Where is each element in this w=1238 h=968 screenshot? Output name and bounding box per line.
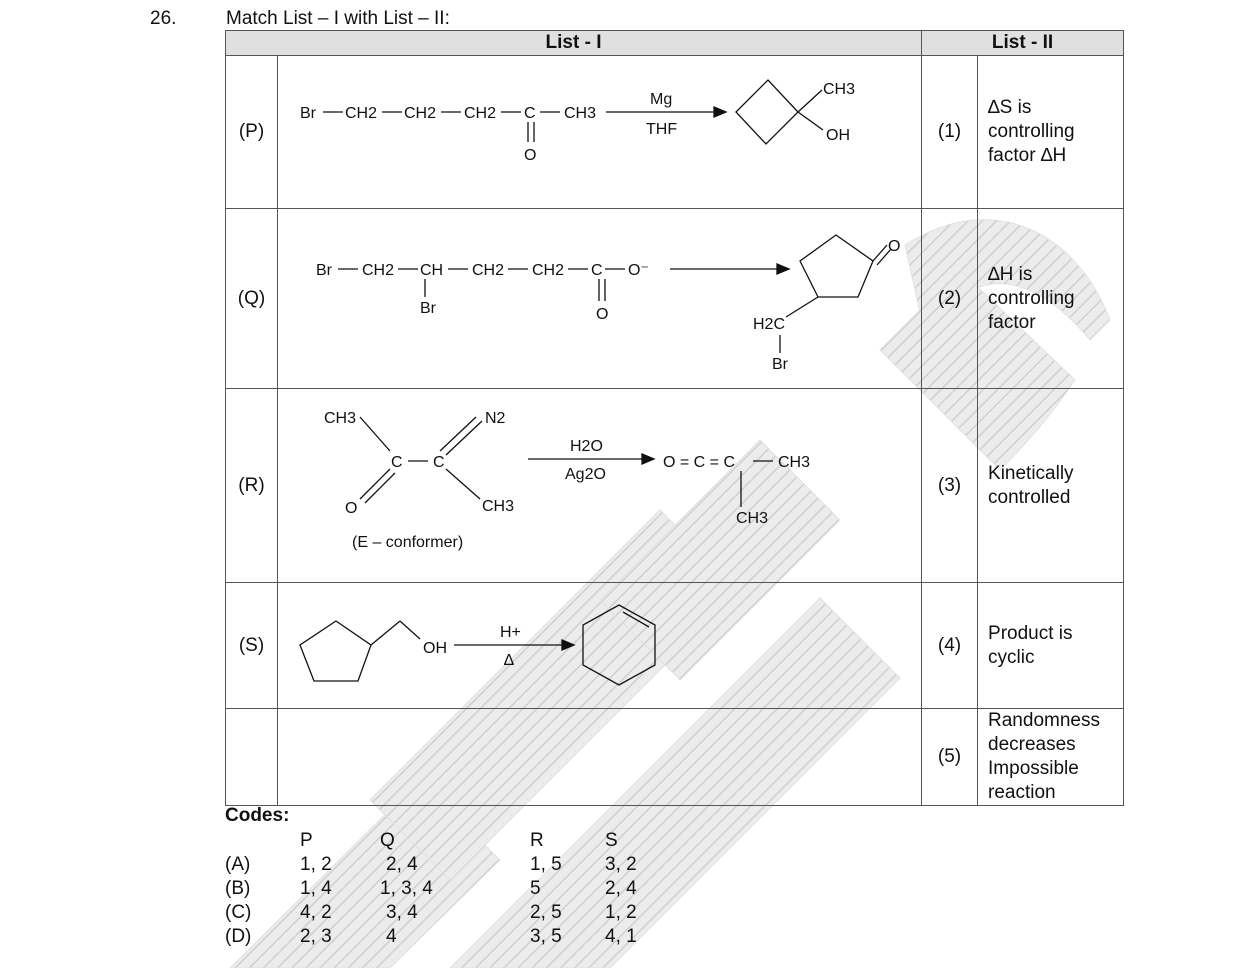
svg-text:C: C <box>591 262 603 279</box>
svg-text:O: O <box>596 306 609 323</box>
row-label-p: (P) <box>226 56 278 209</box>
codes-header-q: Q <box>380 830 395 851</box>
reaction-s <box>278 583 922 709</box>
svg-text:Br: Br <box>300 105 316 122</box>
svg-text:CH2: CH2 <box>362 262 395 279</box>
svg-text:O = C = C: O = C = C <box>663 454 736 471</box>
codes-header-row <box>225 829 665 853</box>
reaction-empty <box>278 709 922 806</box>
svg-text:N2: N2 <box>485 410 506 427</box>
svg-text:Br: Br <box>772 356 788 373</box>
code-option-c: (C) 4, 2 3, 4 2, 5 1, 2 <box>225 902 637 923</box>
option-2-label: (2) <box>922 209 978 389</box>
code-option-b: (B) 1, 4 1, 3, 4 5 2, 4 <box>225 878 637 899</box>
svg-text:H2O: H2O <box>570 438 603 455</box>
row-label-s: (S) <box>226 583 278 709</box>
code-option-a: (A) 1, 2 2, 4 1, 5 3, 2 <box>225 854 637 875</box>
svg-text:(E – conformer): (E – conformer) <box>352 534 464 551</box>
row-label-q: (Q) <box>226 209 278 389</box>
codes-header-p: P <box>300 830 313 851</box>
option-1-label: (1) <box>922 56 978 209</box>
question-number: 26. <box>150 8 177 29</box>
svg-text:CH3: CH3 <box>736 510 769 527</box>
svg-text:CH2: CH2 <box>404 105 437 122</box>
list-2-header: List - II <box>922 31 1124 56</box>
reaction-r-structure <box>278 389 922 583</box>
svg-text:CH: CH <box>420 262 444 279</box>
reaction-q-structure <box>278 209 922 389</box>
svg-text:O⁻: O⁻ <box>628 262 649 279</box>
reaction-s-structure <box>278 583 922 709</box>
svg-text:H+: H+ <box>500 624 521 641</box>
reaction-p <box>278 56 922 209</box>
svg-text:O: O <box>345 500 358 517</box>
svg-text:CH3: CH3 <box>482 498 515 515</box>
option-2-description: ∆H is controlling factor <box>978 209 1124 389</box>
row-label-empty <box>226 709 278 806</box>
codes-header-r: R <box>530 830 544 851</box>
svg-text:CH3: CH3 <box>324 410 357 427</box>
svg-text:CH3: CH3 <box>823 81 856 98</box>
row-label-r: (R) <box>226 389 278 583</box>
code-option-d: (D) 2, 3 4 3, 5 4, 1 <box>225 926 637 947</box>
svg-text:∆: ∆ <box>504 652 514 669</box>
svg-text:OH: OH <box>826 127 850 144</box>
question-text: Match List – I with List – II: <box>226 8 450 29</box>
codes-table <box>225 829 665 949</box>
svg-text:CH2: CH2 <box>345 105 378 122</box>
svg-text:C: C <box>391 454 403 471</box>
svg-text:C: C <box>524 105 536 122</box>
svg-text:OH: OH <box>423 640 447 657</box>
svg-text:O: O <box>524 147 537 164</box>
svg-text:Br: Br <box>316 262 332 279</box>
option-4-description: Product is cyclic <box>978 583 1124 709</box>
svg-text:CH2: CH2 <box>532 262 565 279</box>
svg-text:O: O <box>888 238 901 255</box>
option-3-label: (3) <box>922 389 978 583</box>
reaction-r <box>278 389 922 583</box>
svg-text:Br: Br <box>420 300 436 317</box>
match-table <box>225 30 1124 806</box>
list-1-header: List - I <box>226 31 922 56</box>
svg-text:CH2: CH2 <box>464 105 497 122</box>
reaction-p-structure <box>278 56 922 209</box>
option-5-description: Randomness decreases Impossible reaction <box>978 709 1124 806</box>
svg-text:C: C <box>433 454 445 471</box>
svg-text:CH3: CH3 <box>564 105 597 122</box>
svg-text:H2C: H2C <box>753 316 786 333</box>
codes-section <box>225 805 665 949</box>
option-5-label: (5) <box>922 709 978 806</box>
reaction-q <box>278 209 922 389</box>
svg-text:THF: THF <box>646 121 678 138</box>
codes-header-s: S <box>605 830 618 851</box>
codes-title: Codes: <box>225 805 290 826</box>
svg-text:CH3: CH3 <box>778 454 811 471</box>
svg-text:CH2: CH2 <box>472 262 505 279</box>
svg-text:Ag2O: Ag2O <box>565 466 606 483</box>
option-4-label: (4) <box>922 583 978 709</box>
option-1-description: ∆S is controlling factor ∆H <box>978 56 1124 209</box>
svg-text:Mg: Mg <box>650 91 673 108</box>
option-3-description: Kinetically controlled <box>978 389 1124 583</box>
